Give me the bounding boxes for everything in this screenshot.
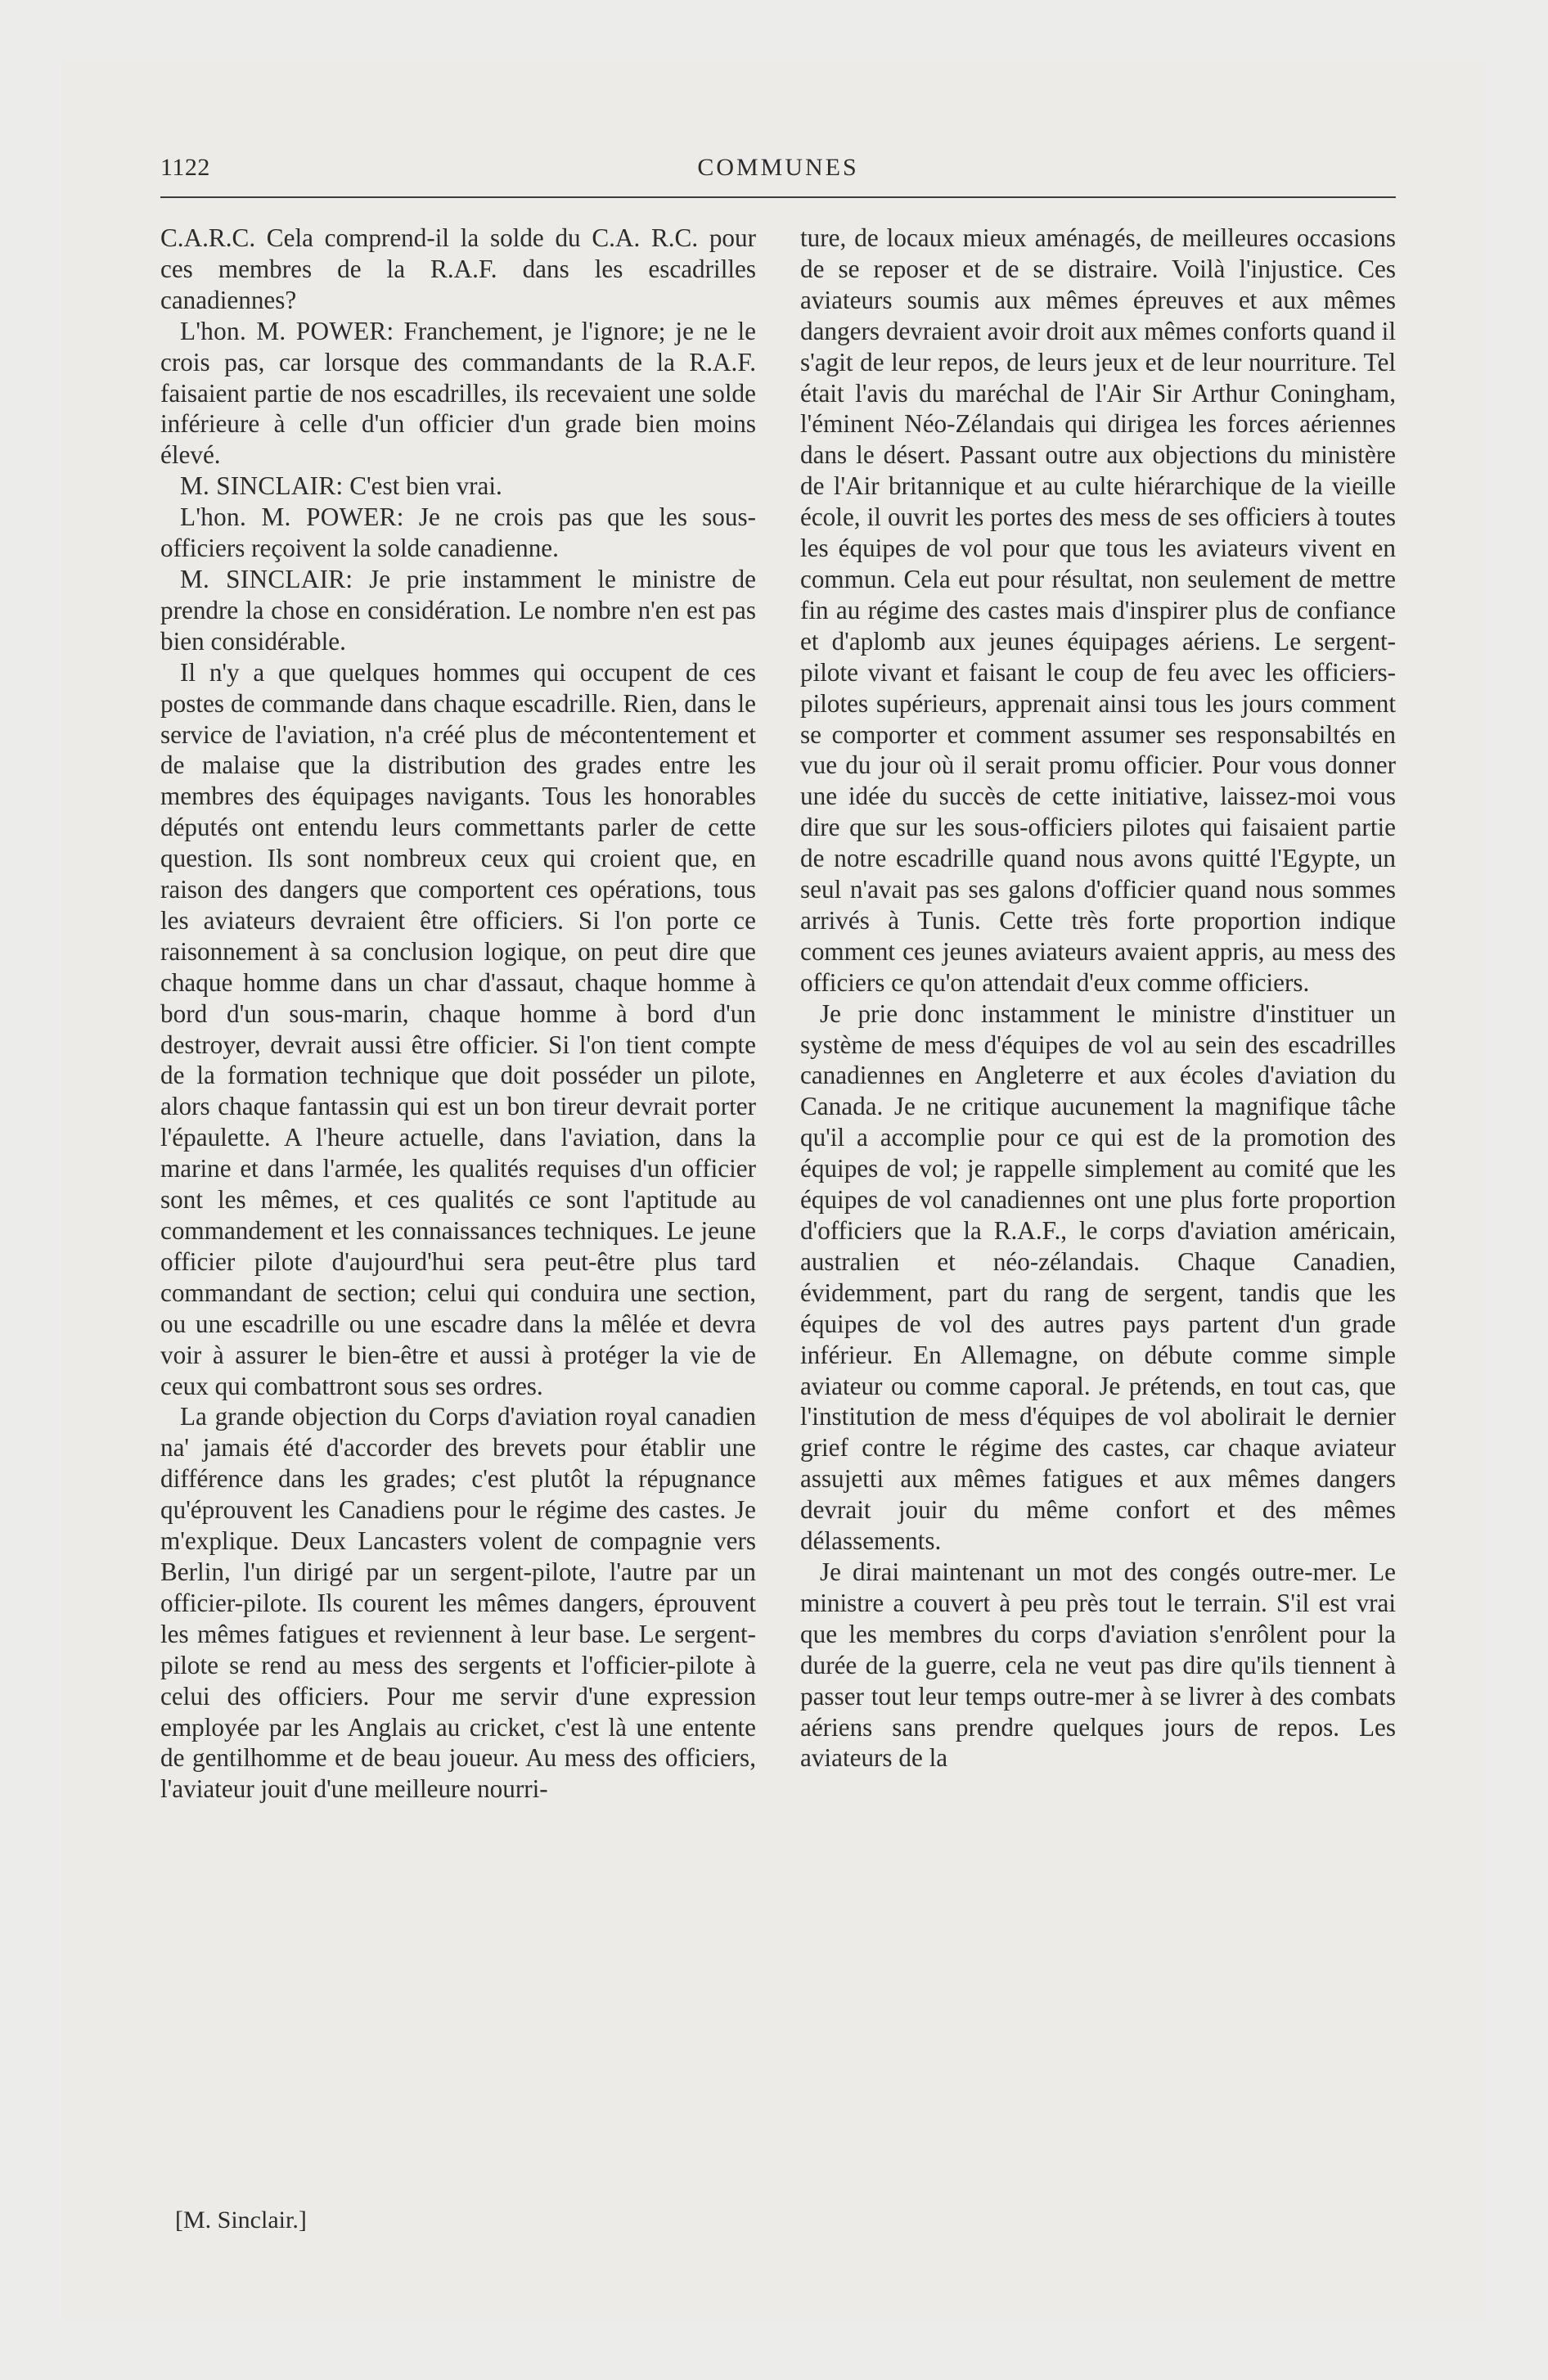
speech-text: Je ne crois pas que les sous-officiers reçoivent la solde canadienne. <box>160 503 756 563</box>
paragraph: Je prie donc instamment le ministre d'instituer un système de mess d'équipes de vol au sein des escadrilles canadiennes en Angleterre et aux écoles d'aviation du Canada. Je ne critique aucunement la magnifique tâche qu'il a accomplie pour ce qui est de la promotion des équipes de vol; je rappelle simplement au comité que les équipes de vol canadiennes ont une plus forte proportion d'officiers que la R.A.F., le corps d'aviation américain, australien et néo-zélandais. Chaque Canadien, évidemment, part du rang de sergent, tandis que les équipes de vol des autres pays partent d'un grade inférieur. En Allemagne, on débute comme simple aviateur ou comme caporal. Je prétends, en tout cas, que l'institution de mess d'équipes de vol abolirait le dernier grief contre le régime des castes, car chaque aviateur assujetti aux mêmes fatigues et aux mêmes dangers devrait jouir du même confort et des mêmes délassements. <box>800 998 1396 1556</box>
paragraph <box>160 316 756 471</box>
paragraph: C.A.R.C. Cela comprend-il la solde du C.A. R.C. pour ces membres de la R.A.F. dans les escadrilles canadiennes? <box>160 223 756 314</box>
speaker-name: L'hon. M. POWER: <box>180 503 404 532</box>
header-rule <box>160 196 1396 198</box>
speech-text: Franchement, je l'ignore; je ne le crois pas, car lorsque des commandants de la R.A.F. faisaient partie de nos escadrilles, ils recevaient une solde inférieure à celle d'un officier d'un grade bien moins élevé. <box>160 316 756 470</box>
speaker-name: L'hon. M. POWER: <box>180 316 394 345</box>
running-head <box>160 154 1396 196</box>
left-column <box>160 223 756 1805</box>
paragraph: La grande objection du Corps d'aviation royal canadien na' jamais été d'accorder des brevets pour établir une différence dans les grades; c'est plutôt la répugnance qu'éprouvent les Canadiens pour le régime des castes. Je m'explique. Deux Lancasters volent de compagnie vers Berlin, l'un dirigé par un sergent-pilote, l'autre par un officier-pilote. Ils courent les mêmes dangers, éprouvent les mêmes fatigues et reviennent à leur base. Le sergent-pilote se rend au mess des sergents et l'officier-pilote à celui des officiers. Pour me servir d'une expression employée par les Anglais au cricket, c'est là une entente de gentilhomme et de beau joueur. Au mess des officiers, l'aviateur jouit d'une meilleure nourri- <box>160 1402 756 1804</box>
speaker-name: M. SINCLAIR: <box>180 471 344 501</box>
section-title: COMMUNES <box>697 154 859 181</box>
paragraph: Je dirai maintenant un mot des congés outre-mer. Le ministre a couvert à peu près tout le terrain. S'il est vrai que les membres du corps d'aviation s'enrôlent pour la durée de la guerre, cela ne veut pas dire qu'ils tiennent à passer tout leur temps outre-mer à se livrer à des combats aériens sans prendre quelques jours de repos. Les aviateurs de la <box>800 1557 1396 1773</box>
right-column <box>800 223 1396 1774</box>
paragraph <box>160 564 756 657</box>
paragraph <box>160 502 756 564</box>
paragraph <box>160 471 756 502</box>
speech-text: C'est bien vrai. <box>343 471 502 501</box>
speaker-signature: [M. Sinclair.] <box>175 2206 307 2234</box>
speech-text: Je prie instamment le ministre de prendre la chose en considération. Le nombre n'en est pas bien considérable. <box>160 564 756 656</box>
speaker-name: M. SINCLAIR: <box>180 564 353 593</box>
paragraph: Il n'y a que quelques hommes qui occupent de ces postes de commande dans chaque escadrille. Rien, dans le service de l'aviation, n'a créé plus de mécontentement et de malaise que la distribution des grades entre les membres des équipages navigants. Tous les honorables députés ont entendu leurs commettants parler de cette question. Ils sont nombreux ceux qui croient que, en raison des dangers que comportent ces opérations, tous les aviateurs devraient être officiers. Si l'on porte ce raisonnement à sa conclusion logique, on peut dire que chaque homme dans un char d'assaut, chaque homme à bord d'un sous-marin, chaque homme à bord d'un destroyer, devrait aussi être officier. Si l'on tient compte de la formation technique que doit posséder un pilote, alors chaque fantassin qui est un bon tireur devrait porter l'épaulette. A l'heure actuelle, dans l'aviation, dans la marine et dans l'armée, les qualités requises d'un officier sont les mêmes, et ces qualités ce sont l'aptitude au commandement et les connaissances techniques. Le jeune officier pilote d'aujourd'hui sera peut-être plus tard commandant de section; celui qui conduira une section, ou une escadrille ou une escadre dans la mêlée et devra voir à assurer le bien-être et aussi à protéger la vie de ceux qui combattront sous ses ordres. <box>160 657 756 1400</box>
page-number: 1122 <box>160 154 210 181</box>
paragraph: ture, de locaux mieux aménagés, de meilleures occasions de se reposer et de se distraire. Voilà l'injustice. Ces aviateurs soumis aux mêmes épreuves et aux mêmes dangers devraient avoir droit aux mêmes conforts quand il s'agit de leur repos, de leurs jeux et de leur nourriture. Tel était l'avis du maréchal de l'Air Sir Arthur Coningham, l'éminent Néo-Zélandais qui dirigea les forces aériennes dans le désert. Passant outre aux objections du ministère de l'Air britannique et au culte hiérarchique de la vieille école, il ouvrit les portes des mess de ses officiers à toutes les équipes de vol pour que tous les aviateurs vivent en commun. Cela eut pour résultat, non seulement de mettre fin au régime des castes mais d'inspirer plus de confiance et d'aplomb aux jeunes équipages aériens. Le sergent-pilote vivant et faisant le coup de feu avec les officiers-pilotes supérieurs, apprenait ainsi tous les jours comment se comporter et comment assumer ses responsabiltés en vue du jour où il serait promu officier. Pour vous donner une idée du succès de cette initiative, laissez-moi vous dire que sur les sous-officiers pilotes qui faisaient partie de notre escadrille quand nous avons quitté l'Egypte, un seul n'avait pas ses galons d'officier quand nous sommes arrivés à Tunis. Cette très forte proportion indique comment ces jeunes aviateurs avaient appris, au mess des officiers ce qu'on attendait d'eux comme officiers. <box>800 223 1396 997</box>
